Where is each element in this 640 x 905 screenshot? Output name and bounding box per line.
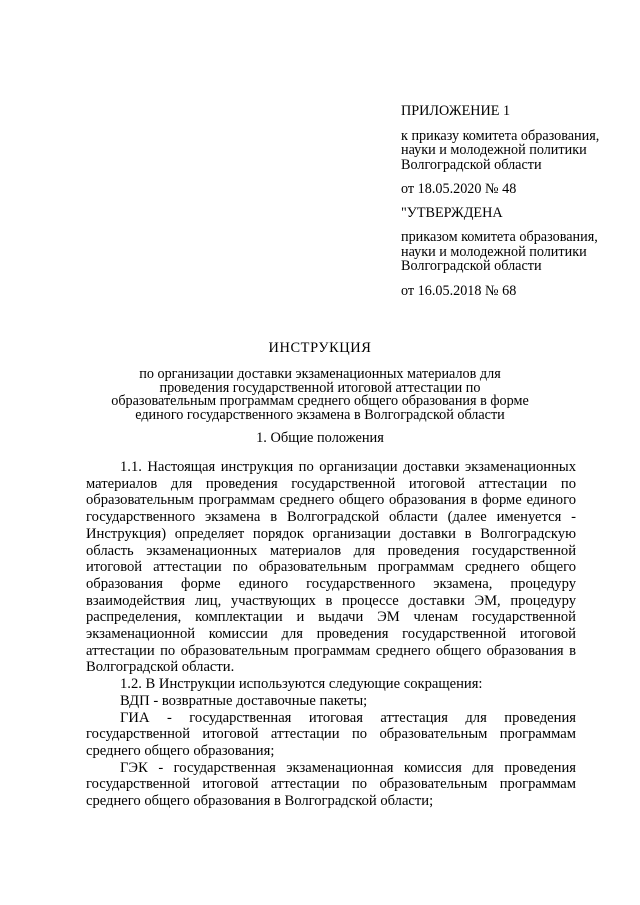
appendix-to-order: к приказу комитета образования, науки и молодежной политики Волгоградской области [401,127,600,173]
section-heading: 1. Общие положения [256,430,384,446]
appendix-date-2: от 16.05.2018 № 68 [401,282,517,299]
paragraph: ГИА - государственная итоговая аттестация для проведения государственной итоговой аттестации по образовательным программам среднего общего образования; [86,709,576,759]
approved-label: "УТВЕРЖДЕНА [401,204,503,221]
paragraph: ГЭК - государственная экзаменационная комиссия для проведения государственной итоговой аттестации по образовательным программам среднего общего образования в Волгоградской области; [86,759,576,810]
document-title: ИНСТРУКЦИЯ [268,340,372,356]
paragraph: 1.1. Настоящая инструкция по организации доставки экзаменационных материалов для проведения государственной итоговой аттестации по образовательным программам среднего общего образования в форме единого государственного экзамена в Волгоградской области (далее именуется - Инструкция) определяет порядок организации доставки в Волгоградскую область экзаменационных материалов для проведения государственной итоговой аттестации по образовательным программам среднего общего образования форме единого государственного экзамена, процедуру взаимодействия лиц, участвующих в процессе доставки ЭМ, процедуру распределения, комплектации и выдачи ЭМ членам государственной экзаменационной комиссии для проведения государственной итоговой аттестации по образовательным программам среднего общего образования в Волгоградской области. [86,459,576,676]
approved-by-order: приказом комитета образования, науки и молодежной политики Волгоградской области [401,229,598,274]
paragraph: 1.2. В Инструкции используются следующие сокращения: [120,676,483,693]
appendix-label: ПРИЛОЖЕНИЕ 1 [401,103,511,119]
document-body [86,459,576,810]
appendix-date-1: от 18.05.2020 № 48 [401,181,517,197]
appendix-block [401,104,601,298]
paragraph: ВДП - возвратные доставочные пакеты; [120,692,368,709]
document-subtitle: по организации доставки экзаменационных материалов для проведения государственной итоговой аттестации по образовательным программам среднего общего образования в форме единого государственного экзамена в Волгоградской области [111,366,529,423]
